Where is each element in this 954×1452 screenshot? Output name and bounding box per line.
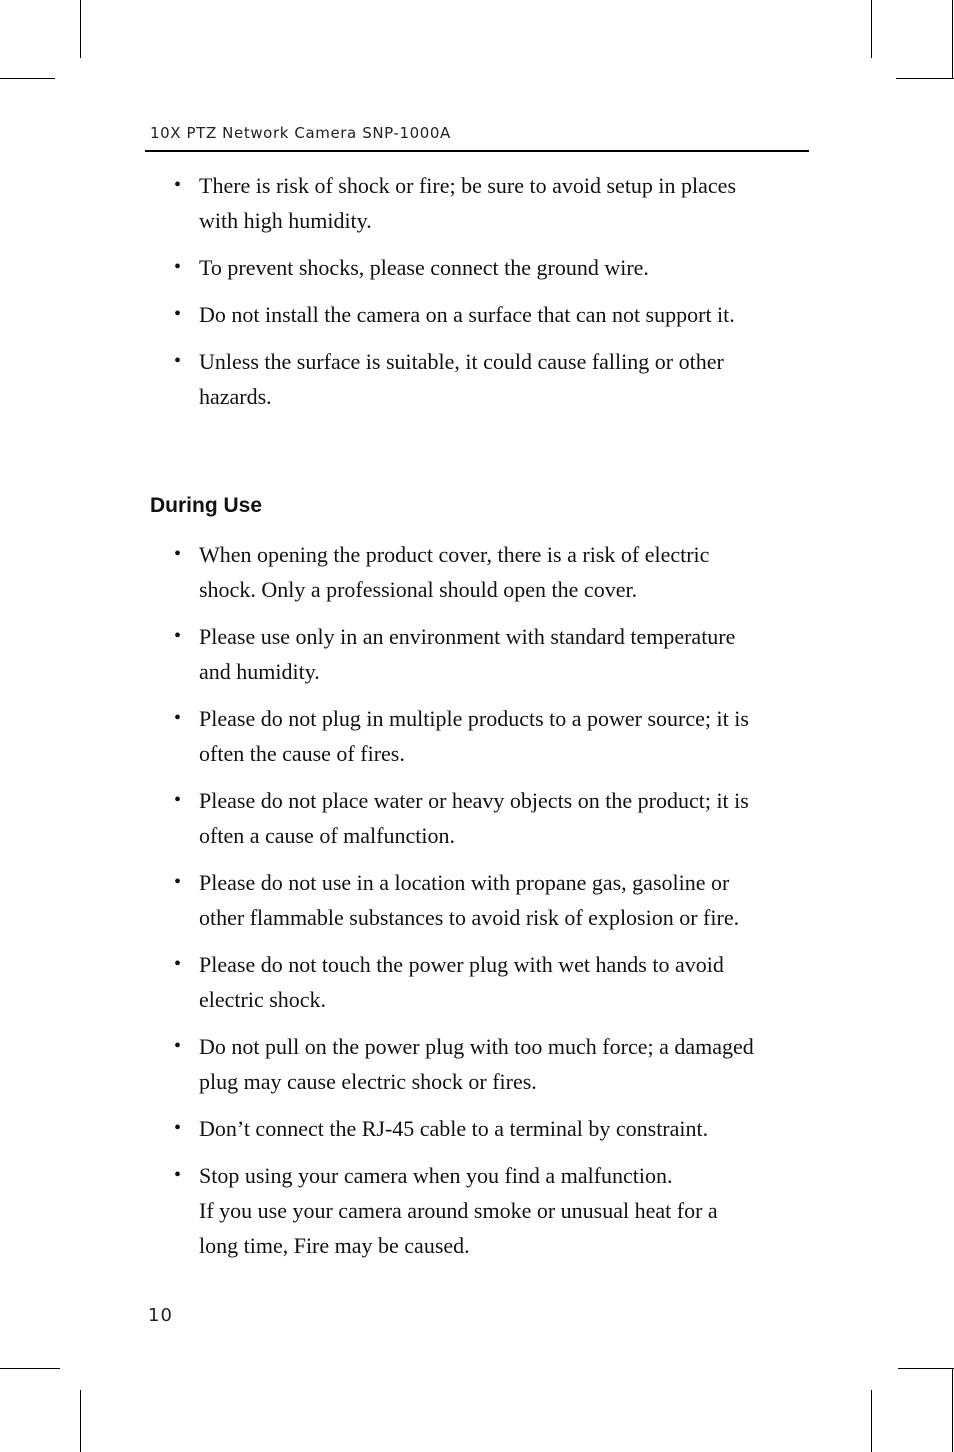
- bullet-item: [174, 250, 794, 285]
- running-header: 10X PTZ Network Camera SNP-1000A: [150, 124, 451, 142]
- bullet-icon: •: [174, 256, 182, 278]
- header-rule: [145, 150, 809, 152]
- bullet-item: [174, 344, 794, 414]
- bullet-text-line: Stop using your camera when you find a malfunction.: [199, 1163, 673, 1188]
- crop-mark-bottom-left-horizontal: [0, 1368, 60, 1369]
- bullet-item: [174, 1029, 794, 1099]
- crop-mark-top-left-vertical: [80, 0, 81, 58]
- bullet-icon: •: [174, 789, 182, 811]
- bullet-text-line: Unless the surface is suitable, it could cause falling or other: [199, 349, 724, 374]
- bullet-text-line: Please use only in an environment with standard temperature: [199, 624, 736, 649]
- bullet-text-line: and humidity.: [199, 659, 320, 684]
- bullet-text-line: often the cause of fires.: [199, 741, 405, 766]
- crop-mark-bottom-left-vertical: [80, 1390, 81, 1452]
- during-use-bullet-list: [174, 537, 794, 1275]
- bullet-item: [174, 865, 794, 935]
- crop-mark-top-right-horizontal: [896, 78, 954, 79]
- crop-mark-top-left-horizontal: [0, 78, 55, 79]
- bullet-item: [174, 297, 794, 332]
- bullet-item: [174, 537, 794, 607]
- bullet-icon: •: [174, 174, 182, 196]
- intro-bullet-list: [174, 168, 794, 426]
- crop-mark-bottom-right-vertical: [871, 1390, 872, 1452]
- bullet-text-line: often a cause of malfunction.: [199, 823, 455, 848]
- bullet-text-line: electric shock.: [199, 987, 327, 1012]
- section-title-during-use: During Use: [150, 494, 263, 517]
- crop-mark-top-right-vertical: [871, 0, 872, 58]
- bullet-icon: •: [174, 953, 182, 975]
- crop-mark-bottom-right-corner-vertical: [952, 1368, 953, 1452]
- bullet-text-line: Don’t connect the RJ-45 cable to a terminal by constraint.: [199, 1116, 709, 1141]
- bullet-text-line: Please do not touch the power plug with wet hands to avoid: [199, 952, 724, 977]
- bullet-item: [174, 783, 794, 853]
- bullet-icon: •: [174, 303, 182, 325]
- bullet-icon: •: [174, 1117, 182, 1139]
- bullet-text-line: Do not install the camera on a surface that can not support it.: [199, 302, 735, 327]
- page-number: 10: [148, 1305, 173, 1326]
- bullet-text-line: To prevent shocks, please connect the ground wire.: [199, 255, 649, 280]
- bullet-text-line: Please do not plug in multiple products to a power source; it is: [199, 706, 749, 731]
- bullet-text-line: There is risk of shock or fire; be sure to avoid setup in places: [199, 173, 737, 198]
- bullet-text-line: shock. Only a professional should open the cover.: [199, 577, 638, 602]
- bullet-text-line: If you use your camera around smoke or unusual heat for a: [199, 1198, 718, 1223]
- crop-mark-bottom-right-horizontal: [898, 1368, 954, 1369]
- bullet-item: [174, 1158, 794, 1263]
- bullet-icon: •: [174, 871, 182, 893]
- bullet-icon: •: [174, 625, 182, 647]
- bullet-text-line: When opening the product cover, there is a risk of electric: [199, 542, 710, 567]
- bullet-item: [174, 619, 794, 689]
- bullet-text-line: Please do not place water or heavy objects on the product; it is: [199, 788, 749, 813]
- bullet-icon: •: [174, 1035, 182, 1057]
- bullet-text-line: Do not pull on the power plug with too much force; a damaged: [199, 1034, 754, 1059]
- bullet-item: [174, 947, 794, 1017]
- bullet-icon: •: [174, 707, 182, 729]
- bullet-text-line: with high humidity.: [199, 208, 372, 233]
- bullet-icon: •: [174, 350, 182, 372]
- bullet-icon: •: [174, 543, 182, 565]
- bullet-icon: •: [174, 1164, 182, 1186]
- bullet-item: [174, 701, 794, 771]
- bullet-text-line: other flammable substances to avoid risk of explosion or fire.: [199, 905, 740, 930]
- crop-mark-top-right-corner-vertical: [952, 0, 953, 79]
- bullet-item: [174, 1111, 794, 1146]
- bullet-text-line: hazards.: [199, 384, 272, 409]
- bullet-item: [174, 168, 794, 238]
- bullet-text-line: Please do not use in a location with propane gas, gasoline or: [199, 870, 730, 895]
- bullet-text-line: long time, Fire may be caused.: [199, 1233, 470, 1258]
- bullet-text-line: plug may cause electric shock or fires.: [199, 1069, 537, 1094]
